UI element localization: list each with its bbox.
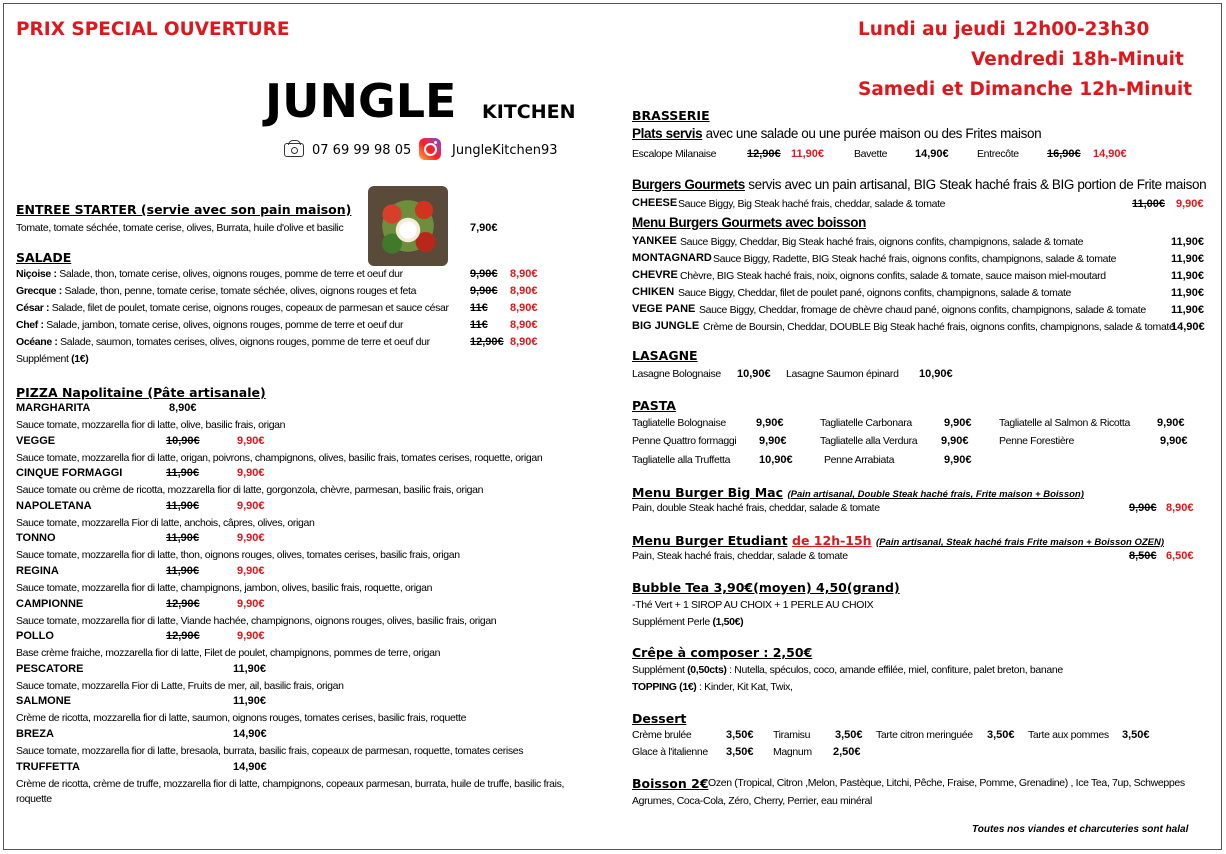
instagram-handle: JungleKitchen93 [452,143,558,158]
dessert-price: 3,50€ [835,729,863,741]
pasta-price: 9,90€ [759,435,787,447]
bigmac-line [632,484,1084,502]
pizza-desc: Sauce tomate, mozzarella Fior di latte, anchois, câpres, olives, origan [16,516,315,529]
pasta-price: 10,90€ [759,454,793,466]
plat-price: 14,90€ [915,148,949,160]
pasta-name: Tagliatelle alla Truffetta [632,454,731,466]
dessert-price: 3,50€ [726,746,754,758]
salade-supplement-price: (1€) [71,353,89,365]
plat-old-price: 12,90€ [747,148,781,160]
pizza-price: 8,90€ [169,402,197,414]
pizza-name: SALMONE [16,695,71,708]
pizza-price: 14,90€ [233,760,267,773]
salade-name: César : [16,302,50,314]
pasta-price: 9,90€ [1160,435,1188,447]
instagram-icon [419,138,441,165]
menu-burgers-title: Menu Burgers Gourmets avec boisson [632,215,866,230]
pasta-name: Tagliatelle al Salmon & Ricotta [999,417,1130,429]
pizza-name: TRUFFETTA [16,760,80,773]
salade-price: 8,90€ [510,268,538,280]
bubble-perle-price: (1,50€) [712,616,744,628]
pizza-name: BREZA [16,728,54,740]
pizza-price: 9,90€ [237,630,265,643]
pizza-truffetta-desc-cont: roquette [16,793,52,805]
burger-desc: Sauce Biggy, Cheddar, filet de poulet pané, oignons confits, champignons, salade & tomate [678,287,1072,299]
burger-price: 11,90€ [1171,236,1205,248]
dessert-title: Dessert [632,711,687,726]
dessert-name: Crème brulée [632,729,692,741]
halal-footer: Toutes nos viandes et charcuteries sont halal [972,824,1189,835]
pasta-name: Tagliatelle alla Verdura [820,435,918,447]
pasta-name: Tagliatelle Bolognaise [632,417,726,429]
dessert-price: 2,50€ [833,746,861,758]
pasta-name: Penne Quattro formaggi [632,435,737,447]
salade-price: 8,90€ [510,336,538,348]
bubble-line-2 [632,616,743,628]
salade-row [16,319,403,331]
pizza-name: VEGGE [16,434,56,447]
burger-price: 11,90€ [1171,304,1205,316]
plat-name: Bavette [854,148,888,160]
pizza-old-price: 11,90€ [166,565,200,577]
pizza-desc: Sauce tomate, mozzarella fior di latte, bresaola, burrata, basilic frais, copeaux de parmesan, roquette, tomates cerises [16,745,524,757]
pizza-old-price: 11,90€ [166,499,200,512]
burger-desc: Sauce Biggy, Radette, BIG Steak haché frais, oignons confits, champignons, salade & tomate [713,253,1117,265]
pizza-price: 9,90€ [237,597,265,610]
bigmac-desc: Pain, double Steak haché frais, cheddar, salade & tomate [632,502,880,514]
burger-cheese-price: 9,90€ [1176,198,1204,210]
burger-desc: Chèvre, BIG Steak haché frais, noix, oignons confits, salade & tomate, sauce maison miel-moutard [680,270,1106,282]
pasta-price: 9,90€ [1157,417,1185,429]
pizza-desc: Sauce tomate, mozzarella Fior di Latte, Fruits de mer, ail, basilic frais, origan [16,679,344,692]
boisson-line-1: Ozen (Tropical, Citron ,Melon, Pastèque, Litchi, Pêche, Fraise, Pomme, Grenadine) , Ice Tea, 7up, Schweppes [708,777,1185,789]
etudiant-sub: (Pain artisanal, Steak haché frais Frite maison + Boisson OZEN) [876,537,1165,548]
etudiant-line [632,532,1164,550]
plat-old-price: 16,90€ [1047,148,1081,160]
dessert-name: Tarte citron meringuée [876,729,973,741]
phone-icon [284,143,304,162]
salade-name: Grecque : [16,285,62,297]
bubble-line-1: -Thé Vert + 1 SIROP AU CHOIX + 1 PERLE AU CHOIX [632,599,874,611]
pasta-title: PASTA [632,398,676,413]
pizza-desc: Sauce tomate ou crème de ricotta, mozzarella fior di latte, gorgonzola, chèvre, parmesan, basilic frais, origan [16,484,484,497]
burger-desc: Sauce Biggy, Cheddar, fromage de chèvre chaud pané, oignons confits, champignons, salade & tomate [699,304,1146,316]
pizza-old-price: 12,90€ [166,597,200,610]
salade-price: 8,90€ [510,302,538,314]
pizza-desc: Sauce tomate, mozzarella fior di latte, Viande hachée, champignons, oignons rouges, olives, basilic frais, origan [16,614,497,627]
burger-price: 14,90€ [1171,321,1205,333]
crepe-top-items: : Kinder, Kit Kat, Twix, [699,681,793,693]
salade-old-price: 12,90€ [470,336,504,348]
crepe-sup-price: (0,50cts) [687,664,727,676]
dessert-name: Glace à l'italienne [632,746,708,758]
pizza-name: CINQUE FORMAGGI [16,467,123,480]
crepe-topping [632,681,793,693]
etudiant-price: 6,50€ [1166,550,1194,562]
burgers-title: Burgers Gourmets [632,177,745,192]
pizza-desc: Sauce tomate, mozzarella fior di latte, thon, oignons rouges, olives, tomates cerises, basilic frais, origan [16,549,460,562]
burger-name: CHEVRE [632,269,678,281]
salade-row [16,285,416,297]
salade-desc: Salade, saumon, tomates cerises, olives, oignons rouges, pomme de terre et oeuf dur [60,336,430,348]
dessert-name: Tarte aux pommes [1028,729,1109,741]
bigmac-old-price: 9,90€ [1129,502,1157,514]
salade-supplement [16,353,88,365]
salade-old-price: 9,90€ [470,268,498,280]
lasagne-price-2: 10,90€ [919,368,953,380]
bigmac-price: 8,90€ [1166,502,1194,514]
etudiant-desc: Pain, Steak haché frais, cheddar, salade & tomate [632,550,848,562]
burger-desc: Sauce Biggy, Cheddar, Big Steak haché frais, oignons confits, champignons, salade & tomate [680,236,1084,248]
pizza-desc: Sauce tomate, mozzarella fior di latte, champignons, jambon, olives, basilic frais, roquette, origan [16,582,433,594]
boisson-line-2: Agrumes, Coca-Cola, Zéro, Cherry, Perrier, eau minéral [632,795,872,807]
hours-line-1: Lundi au jeudi 12h00-23h30 [858,19,1150,40]
hours-line-2: Vendredi 18h-Minuit [971,49,1184,70]
boisson-title: Boisson 2€ [632,776,709,791]
plat-name: Escalope Milanaise [632,148,717,160]
etudiant-old-price: 8,50€ [1129,550,1157,562]
crepe-sup-items: : Nutella, spéculos, coco, amande effilée, miel, confiture, palet breton, banane [729,664,1063,676]
pizza-price: 14,90€ [233,728,267,740]
salade-old-price: 11€ [470,302,488,314]
salade-desc: Salade, thon, penne, tomate cerise, tomate séchée, olives, oignons rouges et feta [64,285,417,297]
bigmac-title: Menu Burger Big Mac [632,485,783,500]
burger-cheese-name: CHEESE [632,197,678,209]
burger-price: 11,90€ [1171,253,1205,265]
dessert-name: Tiramisu [773,729,811,741]
pizza-old-price: 12,90€ [166,630,200,643]
burger-cheese-desc: Sauce Biggy, Big Steak haché frais, cheddar, salade & tomate [678,198,946,210]
lasagne-price-1: 10,90€ [737,368,771,380]
burger-price: 11,90€ [1171,287,1205,299]
pizza-price: 9,90€ [237,565,265,577]
pizza-old-price: 11,90€ [166,467,200,480]
plat-price: 14,90€ [1093,148,1127,160]
salade-name: Niçoise : [16,268,57,280]
lasagne-item-2: Lasagne Saumon épinard [786,368,899,380]
bubble-title: Bubble Tea 3,90€(moyen) 4,50(grand) [632,580,900,595]
pasta-name: Penne Arrabiata [824,454,895,466]
pizza-old-price: 11,90€ [166,532,200,545]
pizza-desc: Sauce tomate, mozzarella fior di latte, origan, poivrons, champignons, olives, basilic frais, tomates cerises, roquette, origan [16,451,543,464]
salade-supplement-label: Supplément [16,353,69,365]
pizza-name: CAMPIONNE [16,597,84,610]
bubble-perle-label: Supplément Perle [632,616,710,628]
hours-line-3: Samedi et Dimanche 12h-Minuit [858,79,1193,100]
logo-jungle: JUNGLE [265,74,457,128]
promo-banner: PRIX SPECIAL OUVERTURE [16,19,290,40]
etudiant-title: Menu Burger Etudiant [632,533,788,548]
salade-row [16,268,403,280]
salade-price: 8,90€ [510,285,538,297]
dessert-price: 3,50€ [726,729,754,741]
entree-price: 7,90€ [470,222,498,234]
burrata-dish-photo [368,186,448,266]
burger-desc: Crème de Boursin, Cheddar, DOUBLE Big Steak haché frais, oignons confits, champignons, salade & tomate [703,321,1175,333]
plat-name: Entrecôte [977,148,1019,160]
burger-name: CHIKEN [632,286,675,298]
burgers-line [632,177,1206,192]
pizza-price: 11,90€ [233,662,267,675]
burger-name: BIG JUNGLE [632,320,700,332]
pizza-price: 9,90€ [237,434,265,447]
burger-cheese-old-price: 11,00€ [1132,198,1166,210]
pasta-price: 9,90€ [944,417,972,429]
salade-desc: Salade, filet de poulet, tomate cerise, oignons rouges, copeaux de parmesan et sauce césar [51,302,449,314]
logo-kitchen: KITCHEN [482,101,576,123]
bigmac-sub: (Pain artisanal, Double Steak haché frais, Frite maison + Boisson) [787,489,1084,500]
pizza-name: PESCATORE [16,662,84,675]
lasagne-item-1: Lasagne Bolognaise [632,368,721,380]
etudiant-time: de 12h-15h [792,533,872,548]
pizza-price: 11,90€ [233,695,267,708]
crepe-top-label: TOPPING (1€) [632,681,697,693]
salade-desc: Salade, thon, tomate cerise, olives, oignons rouges, pomme de terre et oeuf dur [59,268,403,280]
pasta-price: 9,90€ [756,417,784,429]
dessert-name: Magnum [773,746,812,758]
burger-name: YANKEE [632,235,677,247]
salade-price: 8,90€ [510,319,538,331]
salade-title: SALADE [16,250,72,265]
pasta-name: Tagliatelle Carbonara [820,417,912,429]
pizza-price: 9,90€ [237,532,265,545]
dessert-price: 3,50€ [1122,729,1150,741]
dessert-price: 3,50€ [987,729,1015,741]
phone-number: 07 69 99 98 05 [312,143,412,158]
plats-desc: avec une salade ou une purée maison ou des Frites maison [705,126,1042,141]
salade-old-price: 9,90€ [470,285,498,297]
lasagne-title: LASAGNE [632,348,698,363]
burger-price: 11,90€ [1171,270,1205,282]
pizza-name: TONNO [16,532,56,545]
plats-line [632,126,1041,141]
pizza-name: REGINA [16,565,59,577]
pizza-desc: Crème de ricotta, crème de truffe, mozzarella fior di latte, champignons, copeaux parmesan, burrata, huile de truffe, basilic frais, [16,777,565,790]
salade-desc: Salade, jambon, tomate cerise, olives, oignons rouges, pomme de terre et oeuf dur [46,319,404,331]
pizza-desc: Crème de ricotta, mozzarella fior di latte, saumon, oignons rouges, tomates cerises, basilic frais, roquette [16,712,467,725]
salade-row [16,302,449,314]
burger-name: VEGE PANE [632,303,696,315]
burger-name: MONTAGNARD [632,252,712,264]
pizza-old-price: 10,90€ [166,434,200,447]
salade-row [16,336,430,348]
entree-desc: Tomate, tomate séchée, tomate cerise, olives, Burrata, huile d'olive et basilic [16,222,344,234]
plats-title: Plats servis [632,126,703,141]
pizza-name: MARGHARITA [16,402,91,414]
pizza-name: POLLO [16,630,54,643]
pizza-desc: Sauce tomate, mozzarella fior di latte, olive, basilic frais, origan [16,419,286,431]
plat-price: 11,90€ [791,148,825,160]
entree-title: ENTREE STARTER (servie avec son pain maison) [16,202,352,217]
pizza-title: PIZZA Napolitaine (Pâte artisanale) [16,385,266,400]
brasserie-title: BRASSERIE [632,108,710,123]
salade-name: Océane : [16,336,58,348]
burgers-desc: servis avec un pain artisanal, BIG Steak haché frais & BIG portion de Frite maison [748,177,1207,192]
crepe-supplement [632,664,1063,676]
crepe-title: Crêpe à composer : 2,50€ [632,645,813,660]
pizza-price: 9,90€ [237,499,265,512]
crepe-sup-label: Supplément [632,664,685,676]
pizza-name: NAPOLETANA [16,499,92,512]
pasta-name: Penne Forestière [999,435,1074,447]
pasta-price: 9,90€ [944,454,972,466]
pasta-price: 9,90€ [941,435,969,447]
salade-old-price: 11€ [470,319,488,331]
pizza-price: 9,90€ [237,467,265,480]
pizza-desc: Base crème fraiche, mozzarella fior di latte, Filet de poulet, champignons, pommes de terre, origan [16,647,441,660]
salade-name: Chef : [16,319,44,331]
